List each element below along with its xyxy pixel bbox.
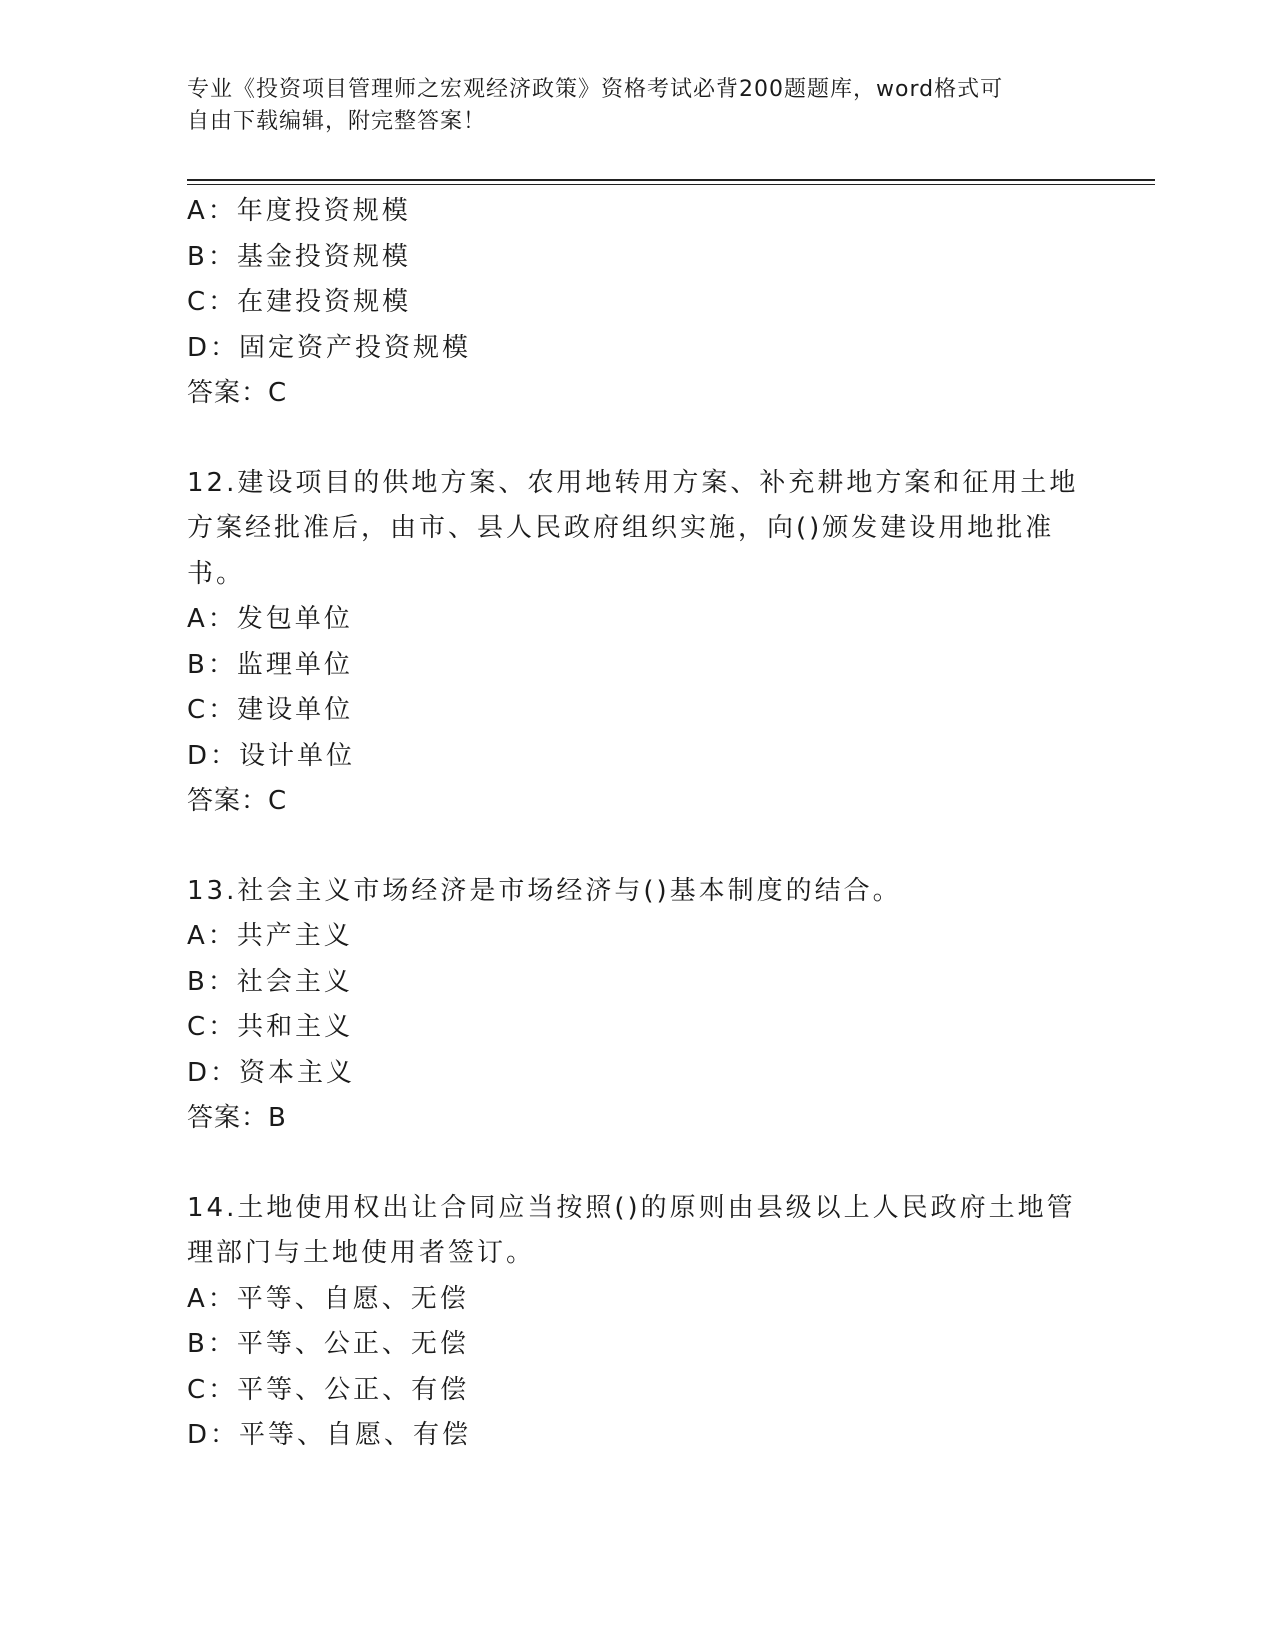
spacer (187, 1142, 1087, 1186)
question-stem-line: 13.社会主义市场经济是市场经济与()基本制度的结合。 (187, 875, 902, 906)
question-12 (187, 461, 1087, 825)
answer: 答案：C (187, 786, 288, 816)
question-stem-line: 12.建设项目的供地方案、农用地转用方案、补充耕地方案和征用土地 (187, 467, 1079, 498)
option-c: C：在建投资规模 (187, 287, 412, 317)
option-d: D：设计单位 (187, 740, 356, 771)
option-c: C：建设单位 (187, 695, 354, 725)
spacer (187, 825, 1087, 869)
option-d: D：平等、自愿、有偿 (187, 1420, 472, 1450)
header-divider-thick (187, 179, 1155, 181)
question-13 (187, 869, 1087, 1142)
document-header (187, 74, 1087, 138)
option-c: C：共和主义 (187, 1012, 354, 1042)
header-line-2: 自由下载编辑，附完整答案！ (187, 109, 487, 134)
answer: 答案：C (187, 378, 288, 408)
header-line-1: 专业《投资项目管理师之宏观经济政策》资格考试必背200题题库，word格式可 (187, 77, 1004, 102)
option-b: B：平等、公正、无偿 (187, 1329, 469, 1359)
option-a: A：共产主义 (187, 921, 353, 951)
question-list (187, 189, 1087, 1459)
option-b: B：基金投资规模 (187, 241, 411, 272)
header-divider-thin (187, 184, 1155, 185)
option-c: C：平等、公正、有偿 (187, 1374, 470, 1405)
question-stem-line: 14.土地使用权出让合同应当按照()的原则由县级以上人民政府土地管 (187, 1192, 1076, 1223)
question-stem-line: 书。 (187, 558, 246, 589)
question-stem-line: 理部门与土地使用者签订。 (187, 1238, 536, 1268)
question-11 (187, 189, 1087, 417)
answer: 答案：B (187, 1103, 287, 1133)
option-a: A：发包单位 (187, 604, 353, 634)
option-a: A：年度投资规模 (187, 196, 411, 226)
option-d: D：固定资产投资规模 (187, 332, 472, 363)
option-a: A：平等、自愿、无偿 (187, 1283, 469, 1314)
option-b: B：社会主义 (187, 966, 353, 997)
option-d: D：资本主义 (187, 1057, 356, 1088)
option-b: B：监理单位 (187, 649, 353, 680)
question-14 (187, 1186, 1087, 1459)
question-stem-line: 方案经批准后，由市、县人民政府组织实施，向()颁发建设用地批准 (187, 513, 1055, 543)
spacer (187, 417, 1087, 461)
